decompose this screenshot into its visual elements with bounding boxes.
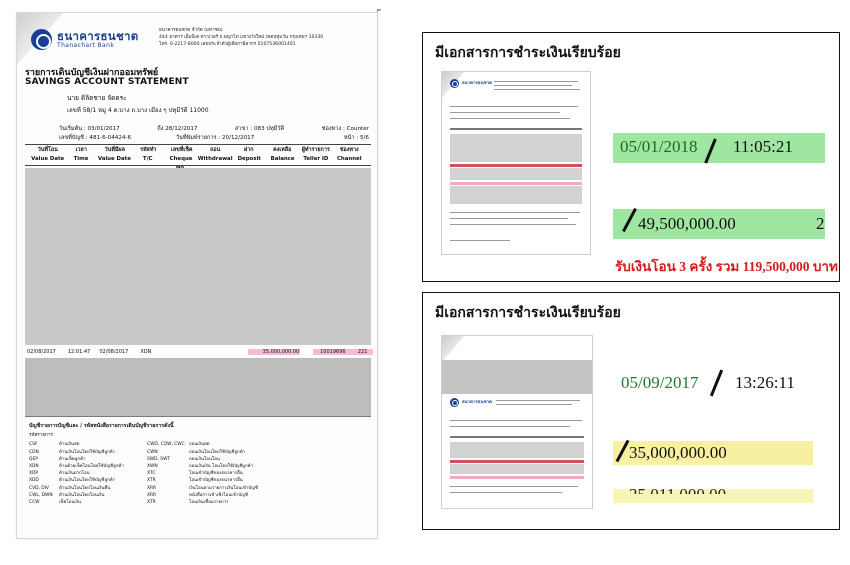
table-bottom-rule <box>25 416 371 417</box>
statement-paper <box>16 12 378 539</box>
doc-line <box>450 112 560 113</box>
legend-subtitle: รหัสรายการ <box>29 433 53 439</box>
col-en-0: Value Date <box>31 156 65 162</box>
legend-code2: XRR <box>147 485 157 491</box>
legend-code2: XTR <box>147 478 156 484</box>
legend-desc: เช็คโอนเงิน <box>59 500 82 506</box>
thanachart-logo-icon <box>450 79 459 88</box>
folded-corner-icon <box>442 336 464 362</box>
evidence-panel-top <box>422 32 840 282</box>
legend-code2: CWN <box>147 449 158 455</box>
legend-code2: XRR <box>147 492 157 498</box>
bank-statement-scan <box>10 12 382 542</box>
evidence-summary-top: รับเงินโอน 3 ครั้ง รวม 119,500,000 บาท <box>615 259 838 274</box>
doc-line <box>450 106 578 107</box>
col-th-6: ฝาก <box>244 147 254 153</box>
meta-page: หน้า : 5/6 <box>343 135 369 141</box>
legend-code2: XTC <box>147 471 156 477</box>
thanachart-logo-icon <box>450 398 459 407</box>
doc-line <box>450 420 582 421</box>
legend-desc2: โอนเข้าบัญชีของธนาคารอื่น <box>189 471 243 477</box>
legend-code: QEP <box>29 456 38 462</box>
legend-desc2: หนังสือการเข้าเชิงโอนเข้าบัญชี <box>189 492 248 498</box>
bank-name-th: ธนาคารธนชาต <box>57 28 139 43</box>
col-en-2: Value Date <box>97 156 131 162</box>
col-th-7: คงเหลือ <box>273 147 292 153</box>
bank-name-thumb: ธนาคารธนชาต <box>462 400 492 405</box>
legend-code: XDP <box>29 471 39 477</box>
legend-code: CCW <box>29 500 40 506</box>
legend-desc2: ถอนเงินโอนโดยใช้บัญชีลูกค้า <box>189 449 246 455</box>
col-th-1: เวลา <box>75 147 87 153</box>
doc-line <box>494 81 578 82</box>
col-th-0: วันที่โอน <box>37 147 58 153</box>
legend-grid <box>29 441 369 506</box>
doc-line <box>496 400 580 401</box>
legend-desc: ด้านเงินฝากโอน <box>59 471 90 477</box>
bank-address: ธนาคารธนชาต จำกัด (มหาชน) 444 อาคาร เอ็มบีเค ทาวเวอร์ ถ.พญาไท แขวงวังใหม่ เขตปทุมวัน กรุงเทพฯ 10330 โทร. 0-2217-8000 เลขประจำตัวผู้เสียภาษีอากร 0107536001401 <box>159 28 324 47</box>
doc-line <box>496 404 572 405</box>
evidence-time-bottom: 13:26:11 <box>735 373 795 392</box>
cell-deposit: 35,000,000.00 <box>248 349 300 355</box>
evidence-panel-bottom <box>422 292 840 530</box>
legend-code: CVD, DIV <box>29 485 49 491</box>
doc-highlight-row <box>450 164 582 167</box>
evidence-amount-suffix-top: 2 <box>816 214 825 233</box>
legend-desc: ด้านเงินสด <box>59 442 80 448</box>
doc-line <box>450 118 570 119</box>
document-thumbnail-bottom <box>441 335 593 509</box>
evidence-amount-top: 49,500,000.00 <box>638 214 736 233</box>
legend-code2: XTR <box>147 500 156 506</box>
col-en-5: Withdrawal <box>197 156 233 162</box>
statement-legend <box>29 423 369 506</box>
bank-name-thumb: ธนาคารธนชาต <box>462 81 492 86</box>
doc-redacted-block <box>450 168 582 180</box>
evidence-time-top: 11:05:21 <box>733 137 793 156</box>
col-th-2: วันที่มีผล <box>104 147 125 153</box>
doc-line <box>494 89 580 90</box>
cell-value-date: 02/08/2017 <box>99 348 129 355</box>
legend-code: XDN <box>29 464 39 470</box>
doc-line <box>450 128 582 130</box>
legend-desc: ด้านเงินโอนโดยโอนเงิน <box>59 492 105 498</box>
legend-code2: XWN <box>147 464 158 470</box>
col-en-3: T/C <box>142 156 153 162</box>
doc-line <box>450 218 568 219</box>
statement-title-th: รายการเดินบัญชีเงินฝากออมทรัพย์ <box>25 68 159 78</box>
doc-redacted-block <box>442 360 592 394</box>
legend-desc: ด้านเงินโอนโดยใช้บัญชีลูกค้า <box>59 449 116 455</box>
table-top-rule <box>25 144 371 145</box>
doc-redacted-block <box>450 134 582 162</box>
meta-end-date: ถึง 28/12/2017 <box>157 126 198 132</box>
doc-redacted-block <box>450 464 584 474</box>
legend-desc2: ถอนเงินสด <box>189 442 210 448</box>
col-th-3: รหัสทำ <box>140 147 157 153</box>
legend-desc2: ถอนเงินเงิน โอนโดยใช้บัญชีผูกค้า <box>189 464 254 470</box>
doc-redacted-block <box>450 186 582 204</box>
cell-date: 02/08/2017 <box>27 348 56 355</box>
col-en-8: Teller ID <box>303 156 329 162</box>
legend-desc2: ถอนเงินโอนโอน <box>189 456 220 462</box>
doc-line <box>450 240 510 241</box>
statement-meta <box>59 125 369 143</box>
customer-address: เลขที่ 58/1 หมู่ 4 ต.บาง ถ.บาง เมือง ๆ ปทุมีวัดี 11000 <box>67 107 209 114</box>
doc-redacted-block <box>450 442 584 458</box>
bank-logo-thumb <box>450 79 492 88</box>
legend-desc: ด้านเช็คลูกค้า <box>59 456 86 462</box>
col-en-1: Time <box>73 156 89 162</box>
table-row <box>27 346 373 357</box>
pen-mark-icon <box>710 369 723 396</box>
redacted-block-upper <box>25 168 371 345</box>
meta-start-date: วันเริ่มต้น : 03/01/2017 <box>59 126 120 132</box>
col-en-4: Cheque <box>169 156 193 162</box>
legend-desc: ด้านเงินโอนโดยใช้บัญชีลูกค้า <box>59 478 116 484</box>
thanachart-logo-icon <box>31 29 52 50</box>
col-en-6: Deposit <box>237 156 261 162</box>
col-th-9: ช่องทาง <box>339 147 359 153</box>
evidence-date-top: 05/01/2018 <box>620 137 698 156</box>
bank-logo-header <box>31 29 139 50</box>
legend-title: บัญชีรายการบัญชีและ / รหัสหนังสือรายการเดินบัญชีรายการดังนี้ <box>29 423 174 429</box>
evidence-title-bottom: มีเอกสารการชำระเงินเรียบร้อย <box>435 306 621 321</box>
col-th-4: เลขที่เช็ค <box>171 147 193 153</box>
cell-tc: XDN <box>140 348 152 355</box>
redacted-block-lower <box>25 358 371 416</box>
meta-channel: ช่องทาง : Counter <box>321 126 369 132</box>
legend-code2: CWD, CQW, CWC <box>147 442 185 448</box>
col-th-8: ผู้ทำรายการ <box>301 147 330 153</box>
legend-desc: ด้านเงินโอนโดยโอนเงินคืน <box>59 485 111 491</box>
bank-logo-thumb <box>450 398 492 407</box>
col-th-5: ถอน <box>210 147 221 153</box>
legend-code2: SWD, SWT <box>147 456 171 462</box>
doc-line <box>494 85 572 86</box>
statement-title-en: SAVINGS ACCOUNT STATEMENT <box>25 77 189 87</box>
legend-code: CSF <box>29 442 38 448</box>
legend-code: CWL, DWN <box>29 492 53 498</box>
col-en-9: Channel <box>336 156 362 162</box>
doc-line <box>450 212 580 213</box>
doc-highlight-row <box>450 460 584 463</box>
cell-channel: 221 <box>352 349 373 355</box>
doc-line <box>450 486 578 487</box>
meta-account-no: เลขที่บัญชี : 481-6-04424-6 <box>59 135 132 141</box>
customer-name: นาย ดิลิตชาย จัดตระ <box>67 94 127 102</box>
legend-desc: ด้านด้วยเช็คโอนโดยใช้บัญชีลูกค้า <box>59 464 124 470</box>
legend-desc2: โอนเงินเชื่อมรายการ <box>189 500 229 506</box>
doc-line <box>450 436 584 438</box>
doc-line <box>450 224 576 225</box>
doc-highlight-row <box>450 476 584 479</box>
cell-teller: 10019696 <box>313 349 352 355</box>
meta-print-date: วันที่พิมพ์รายการ : 20/12/2017 <box>175 135 255 141</box>
evidence-amount-bottom: 35,000,000.00 <box>629 443 727 462</box>
evidence-title-top: มีเอกสารการชำระเงินเรียบร้อย <box>435 46 621 61</box>
document-thumbnail-top <box>441 71 591 255</box>
evidence-date-bottom: 05/09/2017 <box>621 373 699 392</box>
legend-desc2: โอนเข้าบัญชีของธนาคารอื่น <box>189 478 243 484</box>
legend-code: XDD <box>29 478 39 484</box>
legend-desc2: เงินโอนตามรายการเงินโอนเข้าบัญชี <box>189 485 258 491</box>
legend-code: CDN <box>29 449 39 455</box>
cell-time: 12:01:47 <box>67 348 91 355</box>
doc-line <box>450 492 562 493</box>
col-en-7: Balance <box>270 156 295 162</box>
bank-name-en: Thanachart Bank <box>57 41 115 49</box>
table-header-rule <box>25 165 371 166</box>
doc-line <box>450 426 570 427</box>
meta-branch: สาขา : 083 ปทุมีวัดี <box>235 126 285 132</box>
doc-highlight-row <box>450 182 582 185</box>
